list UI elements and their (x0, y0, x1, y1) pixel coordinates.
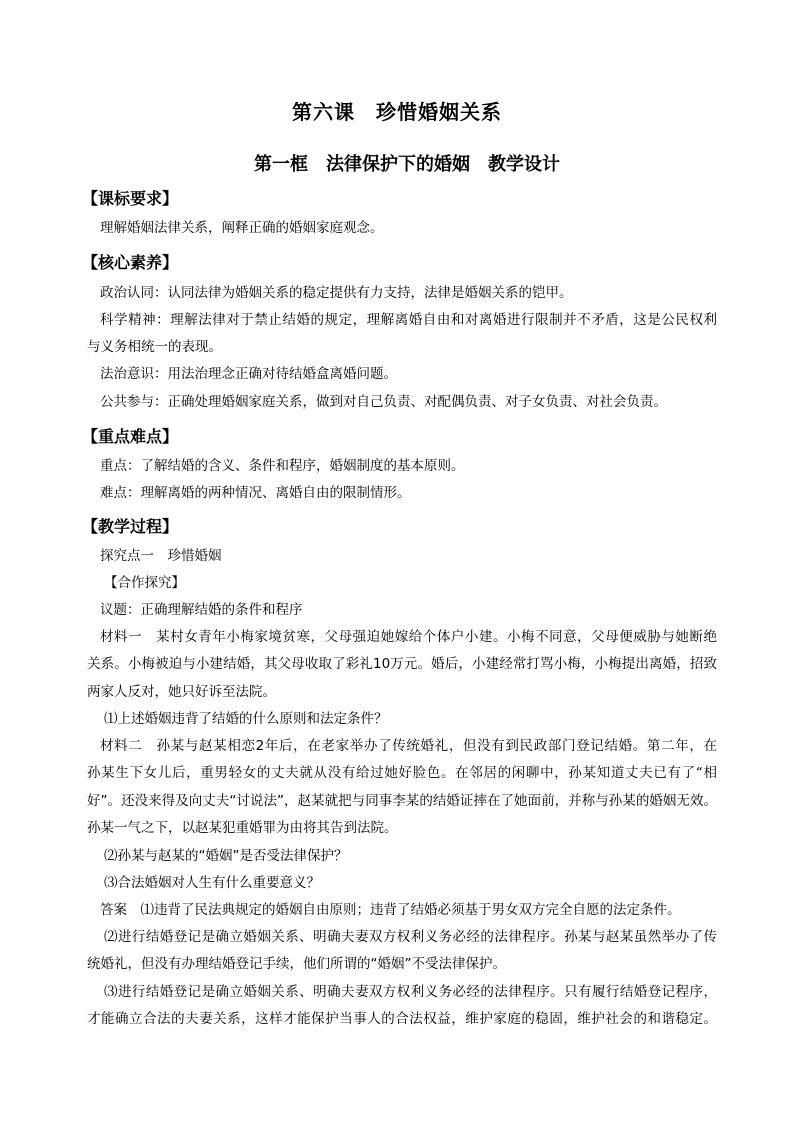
answer-one: 答案 ⑴违背了民法典规定的婚姻自由原则；违背了结婚必须基于男女双方完全自愿的法定条件。 (100, 902, 681, 918)
literacy-public: 公共参与：正确处理婚姻家庭关系，做到对自己负责、对配偶负责、对子女负责、对社会负责。 (100, 394, 667, 410)
key-point: 重点：了解结婚的含义、条件和程序，婚姻制度的基本原则。 (100, 458, 465, 474)
explore-point-one: 探究点一 珍惜婚姻 (100, 548, 222, 564)
material-one-line1: 材料一 某村女青年小梅家境贫寒，父母强迫她嫁给个体户小建。小梅不同意，父母便威胁与她断绝 (100, 629, 717, 645)
material-two-line4: 孙某一气之下，以赵某犯重婚罪为由将其告到法院。 (87, 820, 398, 836)
literacy-law: 法治意识：用法治理念正确对待结婚盒离婚问题。 (100, 366, 397, 382)
topic-text: 议题：正确理解结婚的条件和程序 (100, 602, 303, 618)
cooperative-inquiry-label: 【合作探究】 (104, 575, 185, 591)
material-two-line3: 好”。还没来得及向丈夫“讨说法”，赵某就把与同事李某的结婚证摔在了她面前，并称与孙某的婚姻无效。 (87, 793, 717, 809)
document-subtitle: 第一框 法律保护下的婚姻 教学设计 (254, 154, 560, 175)
heading-key-points: 【重点难点】 (82, 427, 179, 446)
literacy-science-line2: 与义务相统一的表现。 (87, 339, 222, 355)
heading-standards: 【课标要求】 (82, 189, 179, 208)
heading-literacy: 【核心素养】 (82, 253, 179, 272)
difficult-point: 难点：理解离婚的两种情况、离婚自由的限制情形。 (100, 485, 411, 501)
heading-process: 【教学过程】 (82, 517, 179, 536)
answer-three-line1: ⑶进行结婚登记是确立婚姻关系、明确夫妻双方权利义务必经的法律程序。只有履行结婚登记程序， (104, 984, 717, 1000)
standards-text: 理解婚姻法律关系，阐释正确的婚姻家庭观念。 (100, 220, 384, 236)
question-one: ⑴上述婚姻违背了结婚的什么原则和法定条件？ (104, 711, 388, 727)
answer-two-line1: ⑵进行结婚登记是确立婚姻关系、明确夫妻双方权利义务必经的法律程序。孙某与赵某虽然举办了传 (104, 929, 717, 945)
question-three: ⑶合法婚姻对人生有什么重要意义？ (104, 875, 320, 891)
literacy-science-line1: 科学精神：理解法律对于禁止结婚的规定，理解离婚自由和对离婚进行限制并不矛盾，这是公民权利 (100, 312, 717, 328)
material-two-line1: 材料二 孙某与赵某相恋2年后，在老家举办了传统婚礼，但没有到民政部门登记结婚。第二年，在 (100, 738, 717, 754)
material-one-line3: 两家人反对，她只好诉至法院。 (87, 684, 276, 700)
document-title: 第六课 珍惜婚姻关系 (292, 100, 502, 124)
question-two: ⑵孙某与赵某的“婚姻”是否受法律保护？ (104, 848, 348, 864)
answer-three-line2: 才能确立合法的夫妻关系，这样才能保护当事人的合法权益，维护家庭的稳固，维护社会的和谐稳定。 (87, 1011, 717, 1027)
answer-two-line2: 统婚礼，但没有办理结婚登记手续，他们所谓的“婚姻”不受法律保护。 (87, 956, 506, 972)
material-two-line2: 孙某生下女儿后，重男轻女的丈夫就从没有给过她好脸色。在邻居的闲聊中，孙某知道丈夫已有了“相 (87, 765, 717, 781)
material-one-line2: 关系。小梅被迫与小建结婚，其父母收取了彩礼10万元。婚后，小建经常打骂小梅，小梅提出离婚，招致 (87, 656, 717, 672)
literacy-political: 政治认同：认同法律为婚姻关系的稳定提供有力支持，法律是婚姻关系的铠甲。 (100, 285, 573, 301)
